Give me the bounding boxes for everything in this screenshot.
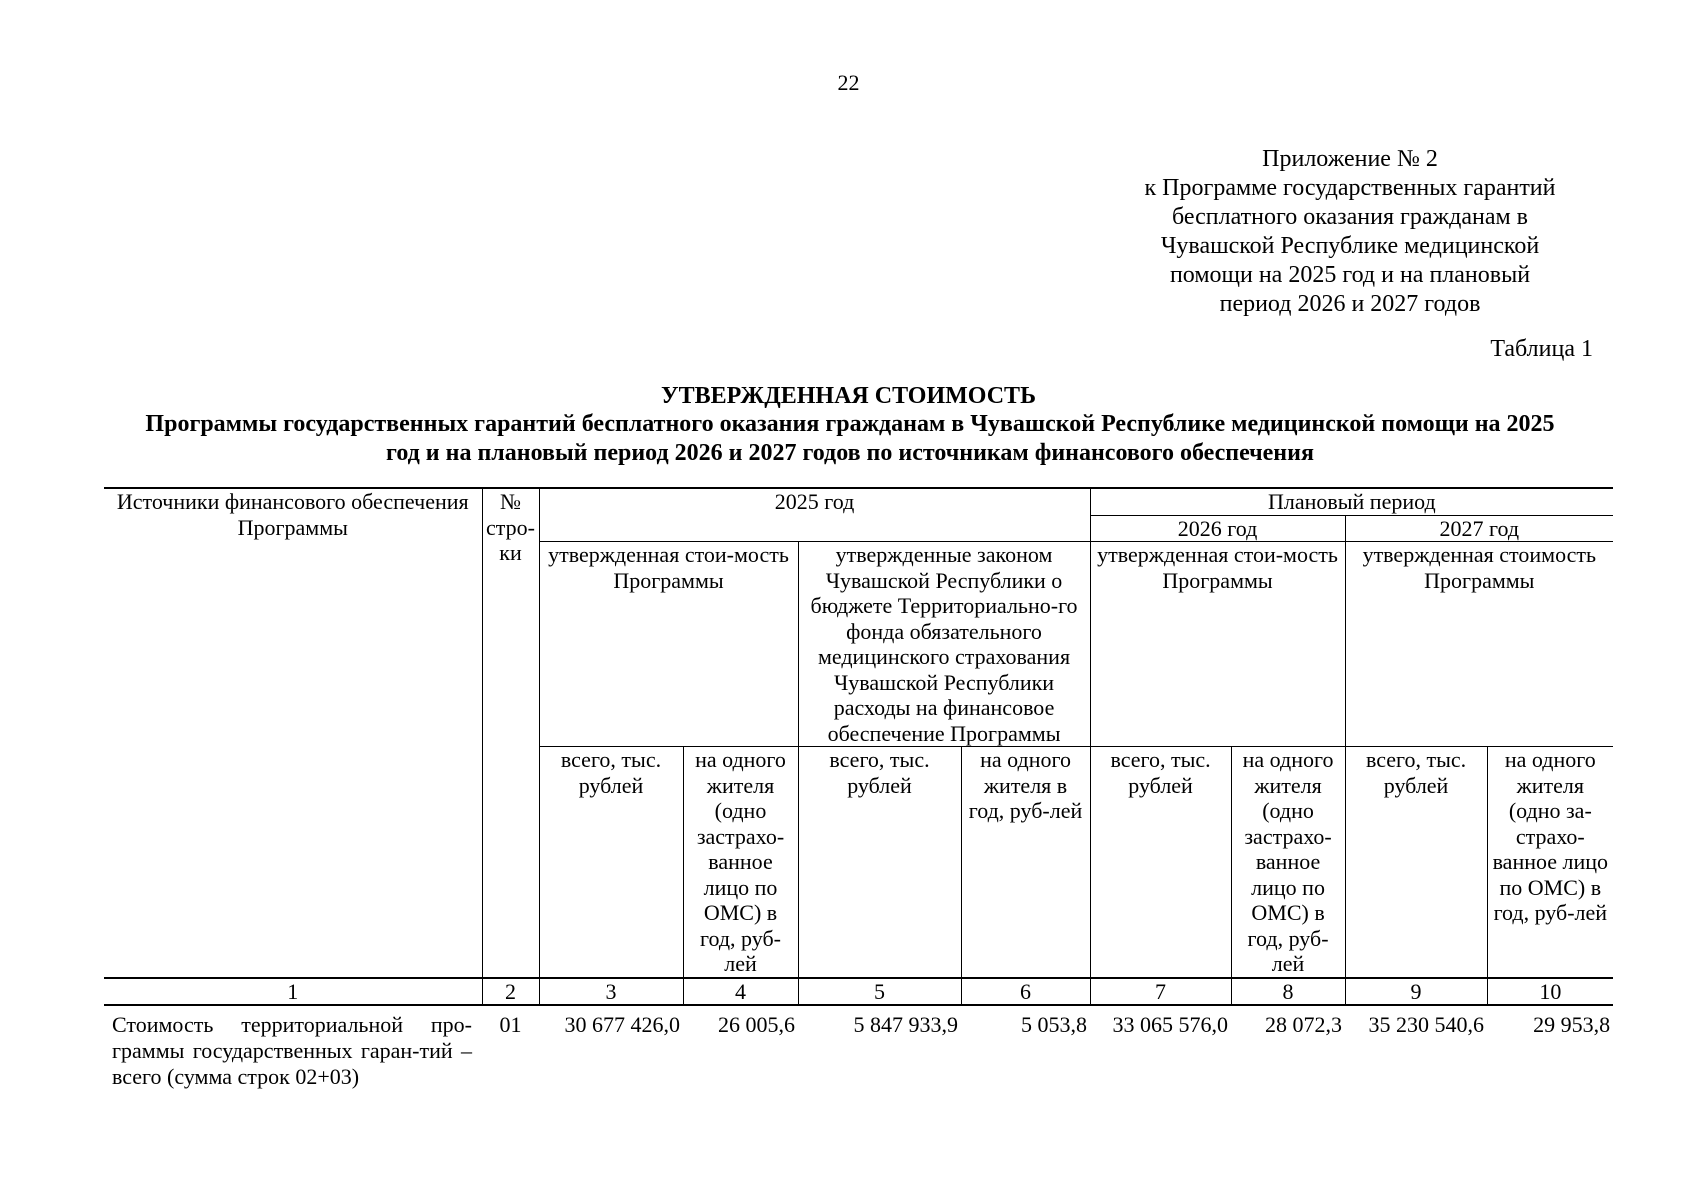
header-sources: Источники финансового обеспечения Программы [104, 488, 482, 978]
header-col-4: на одного жителя (одно застрахо-ванное лицо по ОМС) в год, руб-лей [683, 747, 798, 978]
appendix-line: Приложение № 2 [1262, 146, 1438, 172]
cell-per-capita-2025: 26 005,6 [718, 1012, 795, 1037]
row-source: Стоимость территориальной про-граммы государственных гаран-тий – всего (сумма строк 02+03) [112, 1012, 472, 1089]
header-planned-period: Плановый период [1090, 488, 1613, 515]
column-number: 7 [1090, 978, 1231, 1006]
header-approved-cost-2025: утвержденная стои-мость Программы [539, 542, 798, 747]
header-col-6: на одного жителя в год, руб-лей [961, 747, 1090, 978]
page-number: 22 [837, 70, 860, 95]
header-col-7: всего, тыс. рублей [1090, 747, 1231, 978]
table-label: Таблица 1 [1490, 336, 1593, 362]
header-col-9: всего, тыс. рублей [1345, 747, 1487, 978]
appendix-line: к Программе государственных гарантий [1144, 175, 1556, 201]
header-approved-cost-2026: утвержденная стои-мость Программы [1090, 542, 1345, 747]
header-col-10: на одного жителя (одно за-страхо-ванное лицо по ОМС) в год, руб-лей [1487, 747, 1613, 978]
header-col-3: всего, тыс. рублей [539, 747, 683, 978]
column-number: 1 [104, 978, 482, 1006]
document-title: УТВЕРЖДЕННАЯ СТОИМОСТЬ [661, 383, 1036, 409]
cost-table [104, 487, 1613, 1090]
header-year-2027: 2027 год [1345, 515, 1613, 542]
column-number-row [104, 978, 1613, 1006]
column-number: 2 [482, 978, 539, 1006]
column-number: 5 [798, 978, 961, 1006]
header-row-number: № стро-ки [482, 488, 539, 978]
appendix-line: бесплатного оказания гражданам в [1172, 204, 1528, 230]
cell-per-capita-2027: 29 953,8 [1533, 1012, 1611, 1037]
header-col-5: всего, тыс. рублей [798, 747, 961, 978]
appendix-line: период 2026 и 2027 годов [1219, 291, 1481, 317]
header-col-8: на одного жителя (одно застрахо-ванное лицо по ОМС) в год, руб-лей [1231, 747, 1345, 978]
header-year-2026: 2026 год [1090, 515, 1345, 542]
document-subtitle: Программы государственных гарантий бесплатного оказания гражданам в Чувашской Республике медицинской помощи на 2025 год и на плановый период 2026 и 2027 годов по источникам финансового обеспечения [145, 411, 1555, 466]
column-number: 10 [1487, 978, 1613, 1006]
column-number: 8 [1231, 978, 1345, 1006]
appendix-line: помощи на 2025 год и на плановый [1169, 262, 1531, 288]
cell-total-2027: 35 230 540,6 [1368, 1012, 1485, 1037]
cell-total-2026: 33 065 576,0 [1112, 1012, 1229, 1037]
cell-law-total-2025: 5 847 933,9 [853, 1012, 958, 1037]
cell-total-2025: 30 677 426,0 [564, 1012, 680, 1037]
cell-per-capita-2026: 28 072,3 [1265, 1012, 1343, 1037]
column-number: 9 [1345, 978, 1487, 1006]
header-approved-cost-2027: утвержденная стоимость Программы [1345, 542, 1613, 747]
header-year-2025: 2025 год [539, 488, 1090, 542]
column-number: 6 [961, 978, 1090, 1006]
row-number: 01 [499, 1012, 522, 1037]
table-row [104, 1005, 1613, 1090]
cell-law-per-capita-2025: 5 053,8 [1021, 1012, 1088, 1037]
column-number: 3 [539, 978, 683, 1006]
header-law-expenses-2025: утвержденные законом Чувашской Республики о бюджете Территориально-го фонда обязательного медицинского страхования Чувашской Республики расходы на финансовое обеспечение Программы [798, 542, 1090, 747]
appendix-reference [1100, 145, 1600, 319]
column-number: 4 [683, 978, 798, 1006]
appendix-line: Чувашской Республике медицинской [1160, 233, 1540, 259]
